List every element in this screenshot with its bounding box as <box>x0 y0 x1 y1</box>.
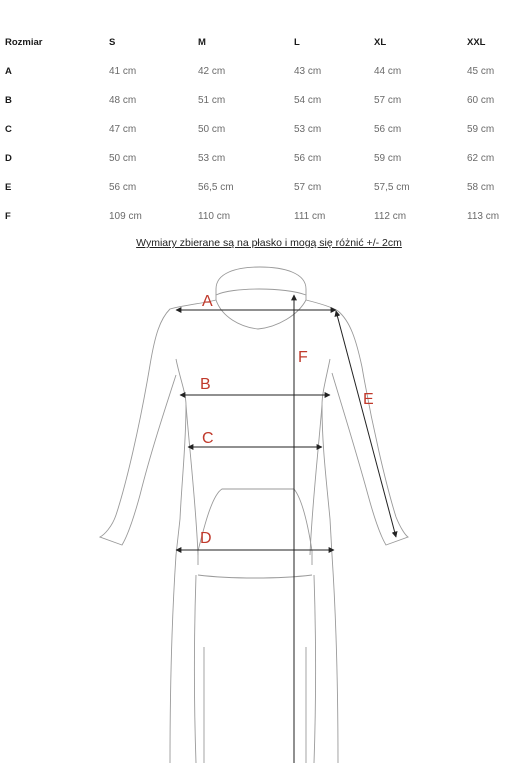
table-cell: 59 cm <box>374 153 402 164</box>
label-f: F <box>298 349 308 366</box>
table-cell: 57 cm <box>294 182 322 193</box>
table-cell: 56,5 cm <box>198 182 234 193</box>
size-table <box>0 28 510 231</box>
row-label: E <box>5 182 12 193</box>
table-cell: 44 cm <box>374 66 402 77</box>
table-row <box>0 144 510 173</box>
table-row <box>0 173 510 202</box>
table-row <box>0 202 510 231</box>
header-size-xl: XL <box>374 37 387 48</box>
table-cell: 54 cm <box>294 95 322 106</box>
table-cell: 62 cm <box>467 153 495 164</box>
table-cell: 51 cm <box>198 95 226 106</box>
table-cell: 110 cm <box>198 211 231 222</box>
table-cell: 43 cm <box>294 66 322 77</box>
row-label: D <box>5 153 12 164</box>
table-cell: 58 cm <box>467 182 495 193</box>
row-label: B <box>5 95 12 106</box>
header-size-xxl: XXL <box>467 37 486 48</box>
measurement-arrows <box>176 295 396 763</box>
table-cell: 57 cm <box>374 95 402 106</box>
table-cell: 111 cm <box>294 211 326 222</box>
dimension-labels <box>200 293 374 547</box>
table-row <box>0 86 510 115</box>
header-size-m: M <box>198 37 206 48</box>
arrow-e <box>336 311 396 537</box>
header-size-l: L <box>294 37 300 48</box>
table-cell: 45 cm <box>467 66 495 77</box>
table-row <box>0 115 510 144</box>
row-label: A <box>5 66 12 77</box>
table-cell: 53 cm <box>294 124 322 135</box>
label-b: B <box>200 376 211 393</box>
table-cell: 113 cm <box>467 211 500 222</box>
table-cell: 56 cm <box>374 124 402 135</box>
header-size-label: Rozmiar <box>5 37 43 48</box>
label-d: D <box>200 530 212 547</box>
table-cell: 42 cm <box>198 66 226 77</box>
table-cell: 50 cm <box>198 124 226 135</box>
table-cell: 56 cm <box>109 182 137 193</box>
table-cell: 109 cm <box>109 211 142 222</box>
table-cell: 50 cm <box>109 153 137 164</box>
table-row <box>0 57 510 86</box>
measurement-note: Wymiary zbierane są na płasko i mogą się różnić +/- 2cm <box>136 237 402 249</box>
table-cell: 57,5 cm <box>374 182 410 193</box>
table-cell: 48 cm <box>109 95 137 106</box>
hoodie-outline <box>100 267 408 763</box>
table-cell: 60 cm <box>467 95 495 106</box>
table-cell: 56 cm <box>294 153 322 164</box>
table-cell: 112 cm <box>374 211 407 222</box>
label-c: C <box>202 430 214 447</box>
size-table-header <box>0 28 510 57</box>
row-label: C <box>5 124 12 135</box>
header-size-s: S <box>109 37 116 48</box>
row-label: F <box>5 211 11 222</box>
label-a: A <box>202 293 213 310</box>
table-cell: 47 cm <box>109 124 137 135</box>
hoodie-measurement-diagram <box>0 255 510 765</box>
table-cell: 41 cm <box>109 66 137 77</box>
table-cell: 59 cm <box>467 124 495 135</box>
label-e: E <box>363 391 374 408</box>
table-cell: 53 cm <box>198 153 226 164</box>
